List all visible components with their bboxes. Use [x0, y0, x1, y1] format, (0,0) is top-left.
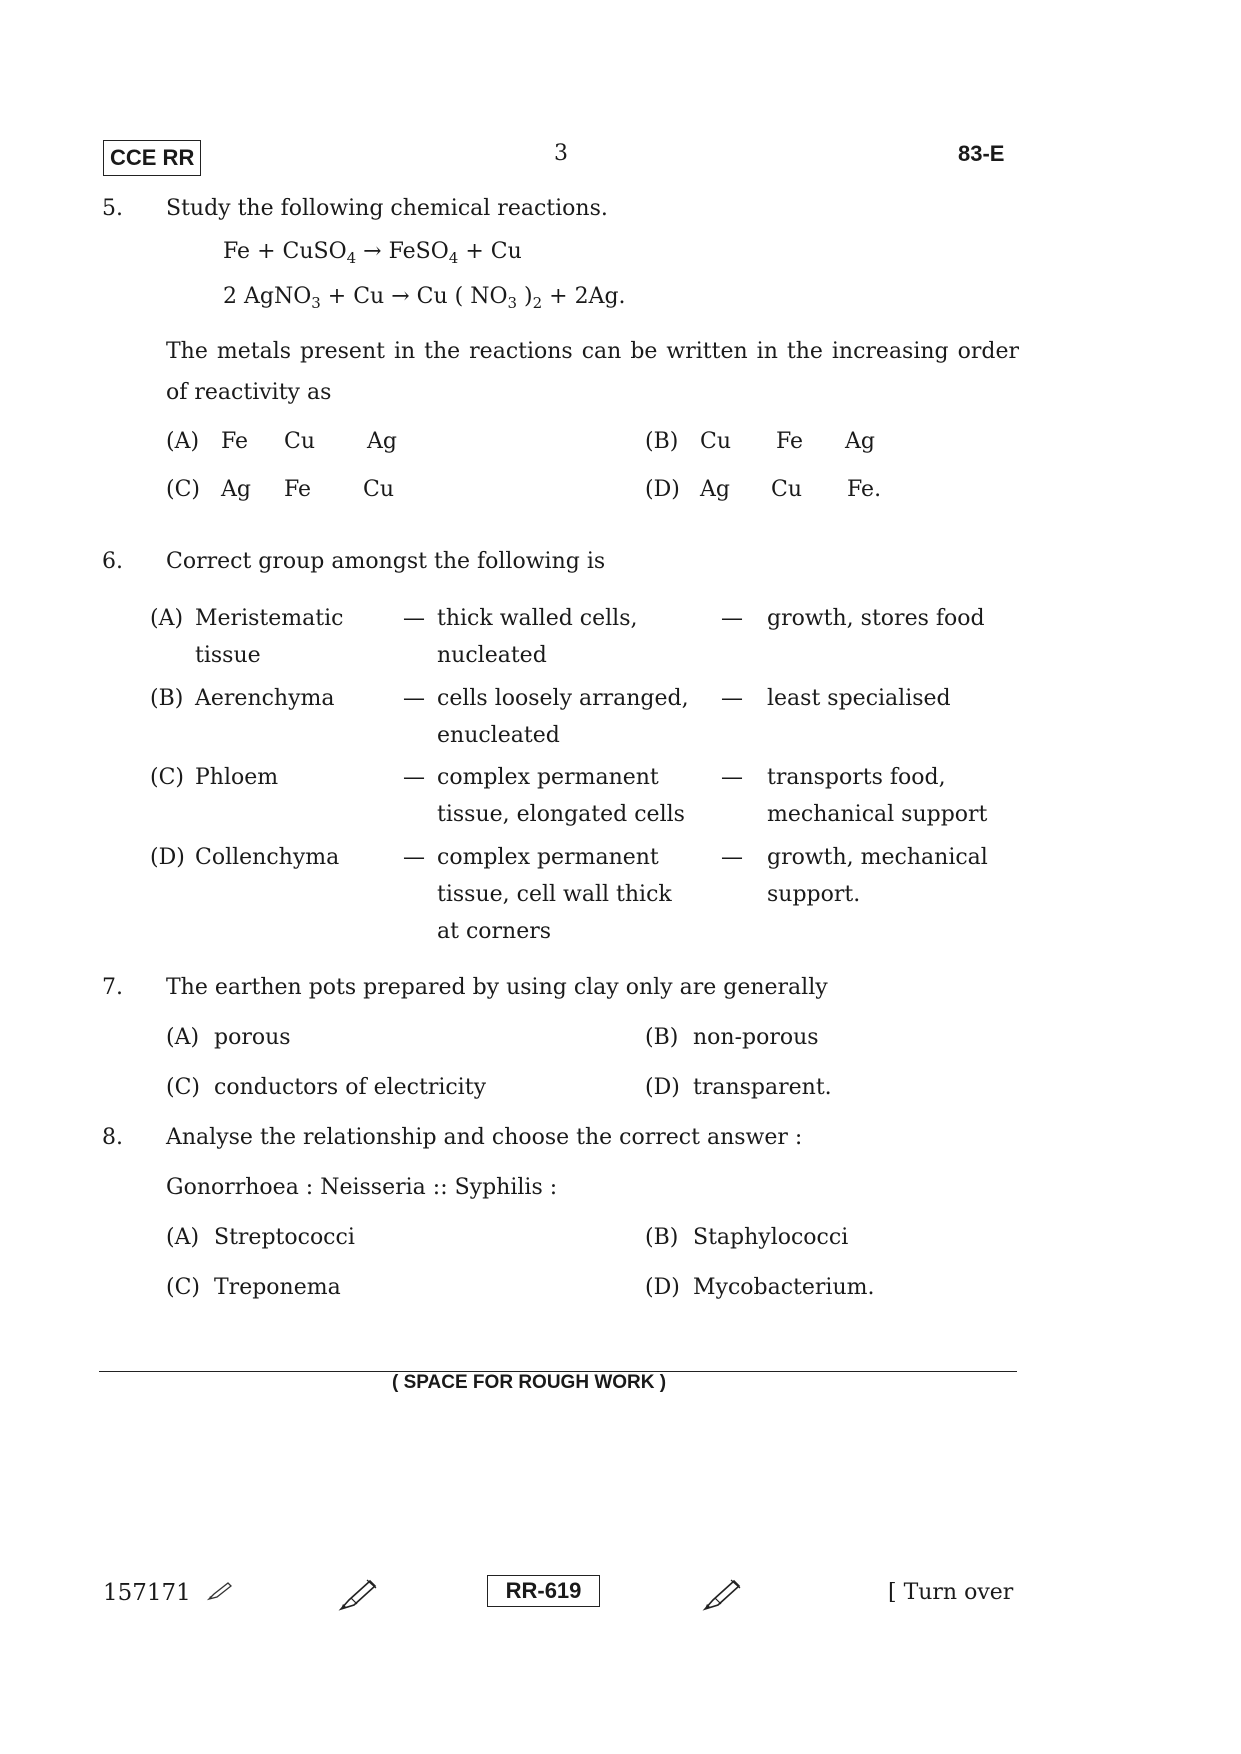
footer-turn-over: [ Turn over	[888, 1580, 1014, 1605]
q6-text: Correct group amongst the following is	[166, 549, 606, 574]
q5-text: Study the following chemical reactions.	[166, 196, 608, 221]
rough-work-label: ( SPACE FOR ROUGH WORK )	[392, 1372, 667, 1393]
q5-stem-line-1: The metals present in the reactions can be written in the increasing order	[166, 339, 1020, 364]
q7-option-d[interactable]: (D) transparent.	[645, 1075, 832, 1100]
q7-text: The earthen pots prepared by using clay only are generally	[166, 975, 828, 1000]
q5-option-b[interactable]: (B) Cu Fe Ag	[645, 429, 875, 454]
footer-code-box: RR-619	[487, 1575, 600, 1607]
q5-option-c[interactable]: (C) Ag Fe Cu	[166, 477, 395, 502]
q5-reaction-1: Fe + CuSO$_4$ → FeSO$_4$ + Cu	[223, 239, 522, 267]
footer-serial: 157171	[103, 1580, 191, 1606]
q7-option-a[interactable]: (A) porous	[166, 1025, 291, 1050]
q6-number: 6.	[102, 549, 123, 574]
pen-icon	[206, 1580, 234, 1602]
q5-number: 5.	[102, 196, 123, 221]
paper-code: 83-E	[958, 141, 1005, 166]
q8-option-d[interactable]: (D) Mycobacterium.	[645, 1275, 875, 1300]
q8-text: Analyse the relationship and choose the correct answer :	[166, 1125, 803, 1150]
q8-number: 8.	[102, 1125, 123, 1150]
pen-icon	[701, 1576, 743, 1612]
q7-option-b[interactable]: (B) non-porous	[645, 1025, 819, 1050]
header-box-cce-rr: CCE RR	[103, 140, 201, 176]
page-number: 3	[554, 141, 568, 166]
pen-icon	[337, 1576, 379, 1612]
q5-option-a[interactable]: (A) Fe Cu Ag	[166, 429, 397, 454]
q5-stem-line-2: of reactivity as	[166, 380, 332, 405]
q7-number: 7.	[102, 975, 123, 1000]
q8-option-c[interactable]: (C) Treponema	[166, 1275, 341, 1300]
q8-option-b[interactable]: (B) Staphylococci	[645, 1225, 849, 1250]
q5-reaction-2: 2 AgNO$_3$ + Cu → Cu ( $NO_3$ )$_2 + 2Ag$.	[223, 284, 626, 312]
q8-option-a[interactable]: (A) Streptococci	[166, 1225, 355, 1250]
q8-analogy: Gonorrhoea : Neisseria :: Syphilis :	[166, 1175, 558, 1200]
q5-option-d[interactable]: (D) Ag Cu Fe.	[645, 477, 882, 502]
q7-option-c[interactable]: (C) conductors of electricity	[166, 1075, 486, 1100]
